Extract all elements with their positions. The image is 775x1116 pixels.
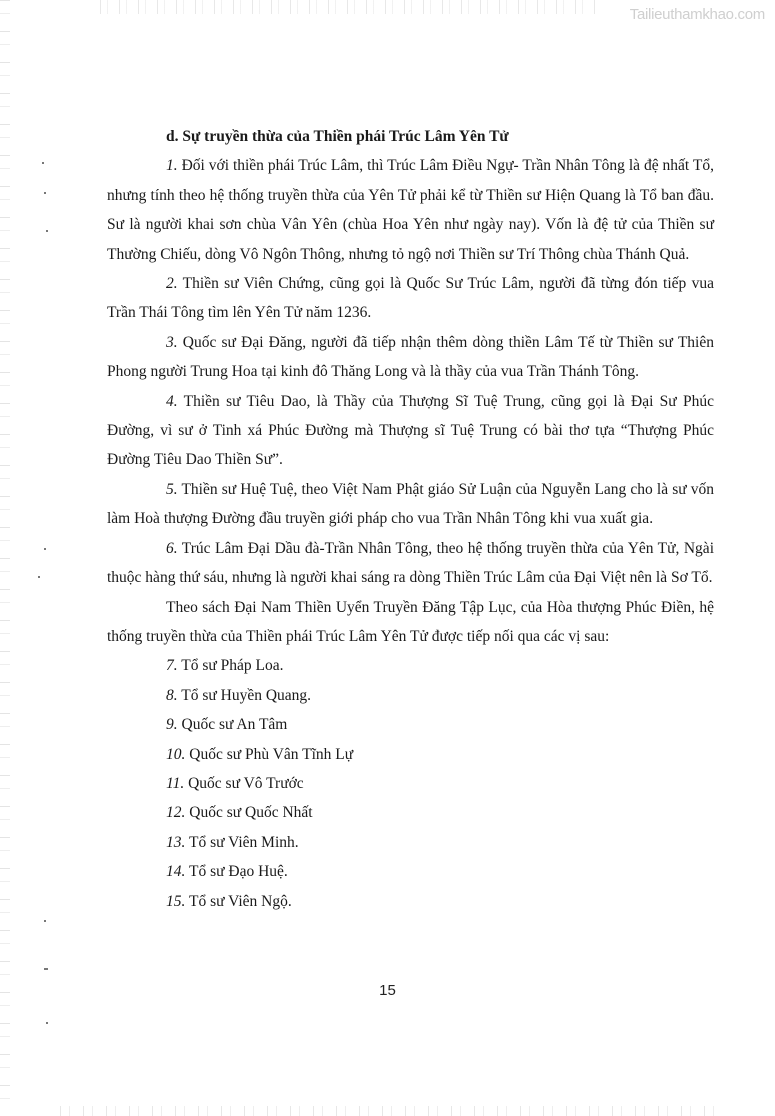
paragraph (107, 387, 714, 475)
list-item-number: 14. (166, 863, 186, 881)
list-item-text: Tổ sư Viên Minh. (185, 833, 299, 851)
list-item (107, 769, 714, 798)
list-item-number: 15. (166, 892, 186, 910)
list-item-text: Quốc sư Quốc Nhất (185, 804, 313, 822)
section-heading: d. Sự truyền thừa của Thiền phái Trúc Lâm Yên Tử (166, 128, 509, 145)
paragraph-number: 5. (166, 480, 178, 498)
list-item-text: Tổ sư Huyền Quang. (177, 686, 312, 704)
scan-speck (38, 576, 40, 578)
page-number: 15 (379, 982, 396, 999)
list-item-text: Tổ sư Viên Ngộ. (185, 892, 292, 910)
paragraph-number: 1. (166, 157, 178, 175)
list-item (107, 798, 714, 827)
scan-noise-left (0, 0, 10, 1116)
list-item (107, 681, 714, 710)
paragraph (107, 534, 714, 593)
list-item-number: 13. (166, 833, 186, 851)
list-item (107, 710, 714, 739)
scan-speck (44, 192, 46, 194)
list-item-text: Tổ sư Đạo Huệ. (185, 863, 288, 881)
scan-speck (44, 548, 46, 550)
list-item-number: 12. (166, 804, 186, 822)
paragraph (107, 269, 714, 328)
document-body (107, 122, 714, 916)
list-item-text: Quốc sư Vô Trước (184, 774, 304, 792)
list-item (107, 740, 714, 769)
list-item-number: 9. (166, 716, 178, 734)
list-item-number: 8. (166, 686, 178, 704)
list-item-number: 10. (166, 745, 186, 763)
paragraph-text: Theo sách Đại Nam Thiền Uyển Truyền Đăng Tập Lục, của Hòa thượng Phúc Điền, hệ thống truyền thừa của Thiền phái Trúc Lâm Yên Tử được tiếp nối qua các vị sau: (107, 598, 714, 645)
scan-noise-top (100, 0, 595, 14)
list-item-number: 7. (166, 657, 178, 675)
paragraph-number: 4. (166, 392, 178, 410)
list-item-text: Quốc sư Phù Vân Tĩnh Lự (185, 745, 354, 763)
paragraph-text: Đối với thiền phái Trúc Lâm, thì Trúc Lâm Điều Ngự- Trần Nhân Tông là đệ nhất Tổ, nhưng tính theo hệ thống truyền thừa của Yên Tử phải kể từ Thiền sư Hiện Quang là Tổ ban đầu. Sư là người khai sơn chùa Vân Yên (chùa Hoa Yên như ngày nay). Vốn là đệ tử của Thiền sư Thường Chiếu, dòng Vô Ngôn Thông, nhưng tỏ ngộ nơi Thiền sư Trí Thông chùa Thánh Quả. (107, 157, 714, 263)
list-item-number: 11. (166, 774, 185, 792)
paragraph (107, 593, 714, 652)
list-item (107, 828, 714, 857)
paragraph-text: Quốc sư Đại Đăng, người đã tiếp nhận thêm dòng thiền Lâm Tế từ Thiền sư Thiên Phong người Trung Hoa tại kinh đô Thăng Long và là thầy của vua Trần Thánh Tông. (107, 333, 714, 381)
paragraph-text: Trúc Lâm Đại Dầu đà-Trần Nhân Tông, theo hệ thống truyền thừa của Yên Tử, Ngài thuộc hàng thứ sáu, nhưng là người khai sáng ra dòng Thiền Trúc Lâm của Đại Việt nên là Sơ Tổ. (107, 539, 714, 587)
paragraph-number: 6. (166, 539, 178, 557)
paragraph (107, 475, 714, 534)
list-item-text: Tổ sư Pháp Loa. (177, 657, 284, 675)
list-item-text: Quốc sư An Tâm (177, 716, 288, 734)
paragraph-text: Thiền sư Viên Chứng, cũng gọi là Quốc Sư Trúc Lâm, người đã từng đón tiếp vua Trần Thái Tông tìm lên Yên Tử năm 1236. (107, 275, 714, 322)
scan-speck (46, 1022, 48, 1024)
list-item (107, 887, 714, 916)
paragraph-text: Thiền sư Huệ Tuệ, theo Việt Nam Phật giáo Sử Luận của Nguyễn Lang cho là sư vốn làm Hoà thượng Đường đầu truyền giới pháp cho vua Trần Nhân Tông khi vua xuất gia. (107, 480, 714, 528)
scan-speck (46, 230, 48, 232)
paragraph-number: 3. (166, 333, 178, 351)
scan-speck (44, 968, 48, 970)
paragraph (107, 328, 714, 387)
watermark: Tailieuthamkhao.com (629, 6, 765, 23)
paragraph-text: Thiền sư Tiêu Dao, là Thầy của Thượng Sĩ Tuệ Trung, cũng gọi là Đại Sư Phúc Đường, vì sư ở Tinh xá Phúc Đường mà Thượng sĩ Tuệ Trung có bài thơ tựa “Thượng Phúc Đường Tiêu Dao Thiền Sư”. (107, 392, 714, 469)
scan-noise-bottom (60, 1106, 715, 1116)
paragraph-number: 2. (166, 275, 178, 293)
scan-speck (42, 162, 44, 164)
scan-speck (44, 920, 46, 922)
list-item (107, 857, 714, 886)
list-item (107, 651, 714, 680)
paragraph (107, 151, 714, 269)
